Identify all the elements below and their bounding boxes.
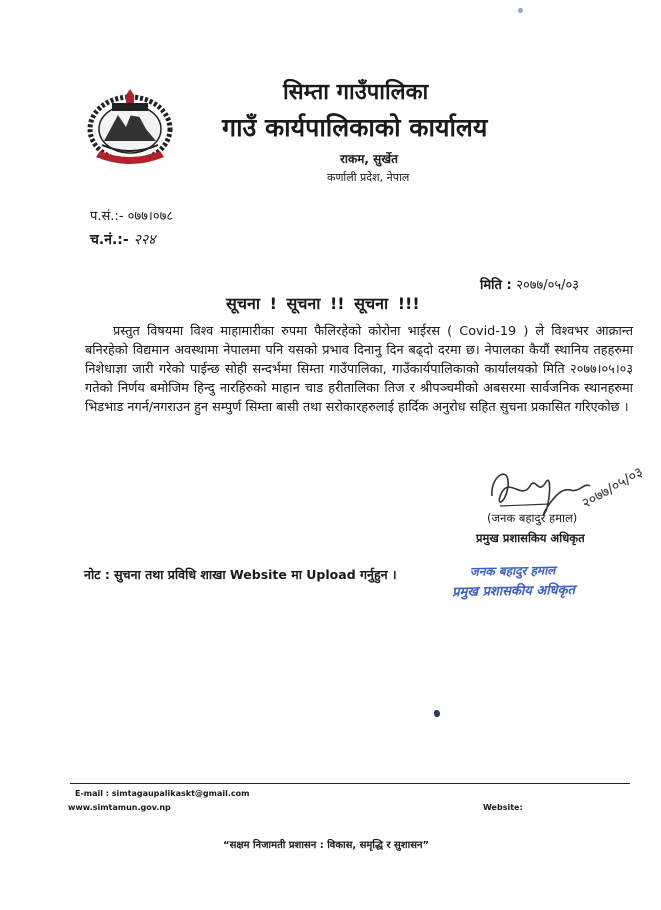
notice-paragraph: प्रस्तुत विषयमा विश्व माहामारीका रुपमा फैलिरहेको कोरोना भाईरस ( Covid-19 ) ले विश्वभर आक्रान्त बनिरहेको विद्यमान अवस्थामा नेपालमा पनि यसको प्रभाव दिनानु दिन बढ्दो दरमा छ। नेपालका कैयौं स्थानिय तहहरुमा निशेधाज्ञा जारी गरेको पाईन्छ सोही सन्दर्भमा सिम्ता गाउँपालिका, गाउँकार्यपालिकाको कार्यालयको मिति २०७७।०५।०३ गतेको निर्णय बमोजिम हिन्दु नारहिरुको माहान चाड हरीतालिका तिज र श्रीपञ्चमीको अबसरमा सार्वजनिक स्थानहरुमा भिडभाड नगर्न/नगराउन हुन सम्पुर्ण सिम्ता बासी तथा सरोकारहरुलाई हार्दिक अनुरोध सहित सुचना प्रकासित गरिएकोछ । [85, 324, 633, 415]
footer-motto: “सक्षम निजामती प्रशासन : विकास, समृद्धि र सुशासन” [223, 840, 430, 851]
dispatch-label: च.नं.:- [90, 232, 129, 248]
signatory-name: (जनक बहादुर हमाल) [487, 511, 578, 525]
fiscal-year-ref: प.सं.:- ०७७।०७८ [90, 209, 174, 224]
official-stamp [452, 561, 575, 600]
office-subtitle: गाउँ कार्यपालिकाको कार्यालय [222, 113, 488, 142]
notice-heading: सूचना ! सूचना !! सूचना !!! [226, 294, 420, 313]
stamp-title: प्रमुख प्रशासकीय अधिकृत [452, 582, 576, 601]
footer-website-label: Website: [483, 803, 523, 812]
dispatch-number [90, 230, 155, 249]
scan-speck [518, 8, 523, 13]
footer-divider [70, 783, 630, 784]
notice-date [480, 275, 579, 293]
signatory-title: प्रमुख प्रशासकिय अधिकृत [476, 531, 585, 545]
office-name: सिम्ता गाउँपालिका [283, 80, 429, 105]
address-line-2: कर्णाली प्रदेश, नेपाल [327, 171, 410, 184]
signature-date: २०७७/०५/०३ [579, 464, 646, 512]
date-label: मिति : [480, 278, 512, 293]
scan-speck [434, 710, 440, 717]
footer-email: E-mail : simtagaupalikaskt@gmail.com [75, 789, 250, 798]
footer-website: www.simtamun.gov.np [68, 803, 171, 812]
notice-body [85, 322, 633, 417]
date-value: २०७७/०५/०३ [516, 278, 580, 293]
upload-note: नोट : सुचना तथा प्रविधि शाखा Website मा Upload गर्नुहुन । [84, 567, 397, 582]
stamp-name: जनक बहादुर हमाल [469, 563, 556, 579]
address-line-1: राकम, सुर्खेत [340, 152, 398, 166]
dispatch-value: २२४ [133, 232, 156, 248]
nepal-emblem-icon [82, 85, 178, 169]
